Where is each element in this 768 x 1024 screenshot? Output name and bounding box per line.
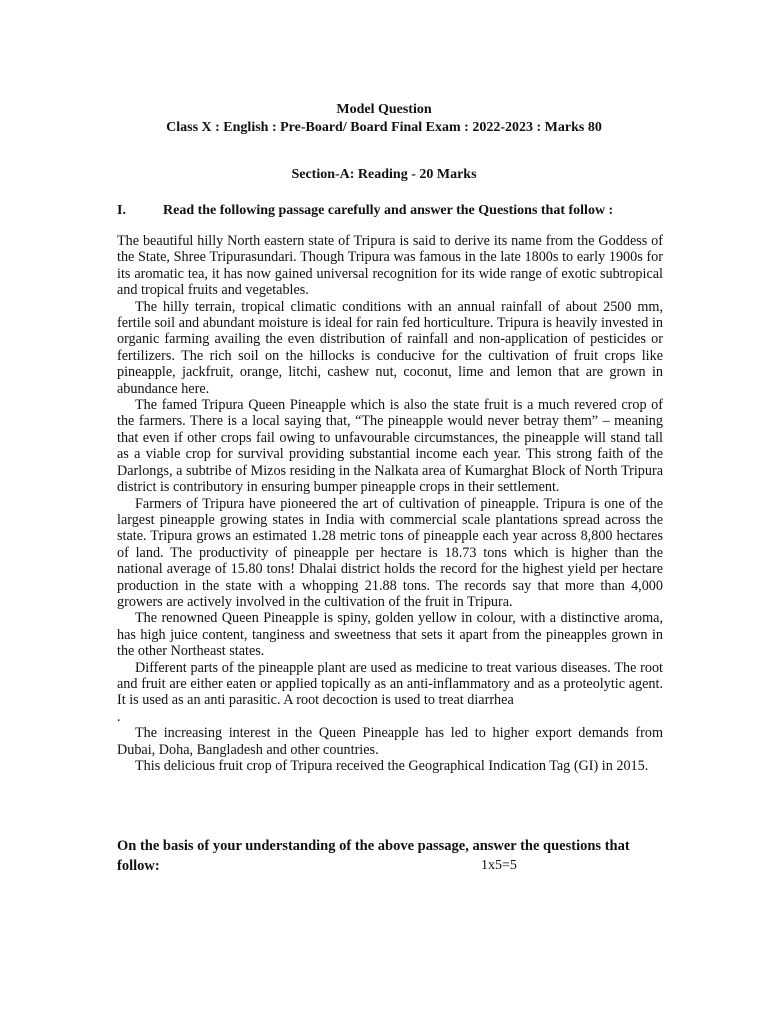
instruction-text: Read the following passage carefully and answer the Questions that follow : (163, 203, 614, 218)
section-heading: Section-A: Reading - 20 Marks (291, 167, 477, 182)
questions-heading: On the basis of your understanding of the above passage, answer the questions that (117, 838, 630, 854)
passage-paragraph-8: This delicious fruit crop of Tripura received the Geographical Indication Tag (GI) in 2015. (135, 758, 649, 774)
reading-passage (117, 233, 663, 774)
passage-paragraph-2: The hilly terrain, tropical climatic conditions with an annual rainfall of about 2500 mm, fertile soil and abundant moisture is ideal for rain fed horticulture. Tripura is heavily invested in organic farming availing the even distribution of rainfall and non-application of pesticides or fertilizers. The rich soil on the hillocks is conducive for the cultivation of fruit crops like pineapple, jackfruit, orange, litchi, cashew nut, coconut, lime and lemon that are grown in abundance here. (117, 298, 663, 397)
questions-heading-continued: follow: (117, 858, 160, 874)
document-title: Model Question (336, 102, 432, 117)
passage-stray-period: . (117, 708, 121, 725)
instruction-number: I. (117, 203, 126, 218)
marks-allocation: 1x5=5 (481, 858, 517, 873)
document-subtitle: Class X : English : Pre-Board/ Board Final Exam : 2022-2023 : Marks 80 (166, 120, 602, 135)
passage-paragraph-5: The renowned Queen Pineapple is spiny, golden yellow in colour, with a distinctive aroma, has high juice content, tanginess and sweetness that sets it apart from the pineapples grown in the other Northeast states. (117, 610, 663, 660)
passage-paragraph-6: Different parts of the pineapple plant are used as medicine to treat various diseases. The root and fruit are either eaten or applied topically as an anti-inflammatory and as a proteolytic agent. It is used as an anti parasitic. A root decoction is used to treat diarrhea (117, 659, 663, 709)
passage-paragraph-7: The increasing interest in the Queen Pineapple has led to higher export demands from Dubai, Doha, Bangladesh and other countries. (117, 725, 663, 758)
passage-paragraph-1: The beautiful hilly North eastern state of Tripura is said to derive its name from the Goddess of the State, Shree Tripurasundari. Though Tripura was famous in the late 1800s to early 1900s for its aromatic tea, it has now gained universal recognition for its wide range of exotic subtropical and tropical fruits and vegetables. (117, 233, 663, 299)
passage-paragraph-3: The famed Tripura Queen Pineapple which is also the state fruit is a much revered crop of the farmers. There is a local saying that, “The pineapple would never betray them” – meaning that even if other crops fail owing to unfavourable circumstances, the pineapple will stand tall as a viable crop for survival providing substantial income each year. This strong faith of the Darlongs, a subtribe of Mizos residing in the Nalkata area of Kumarghat Block of North Tripura district is contributory in ensuring bumper pineapple crops in their settlement. (117, 397, 663, 496)
instruction (117, 202, 677, 220)
passage-paragraph-4: Farmers of Tripura have pioneered the art of cultivation of pineapple. Tripura is one of the largest pineapple growing states in India with commercial scale plantations spread across the state. Tripura grows an estimated 1.28 metric tons of pineapple each year across 8,800 hectares of land. The productivity of pineapple per hectare is 18.73 tons which is higher than the national average of 15.80 tons! Dhalai district holds the record for the highest yield per hectare production in the state with a whopping 21.88 tons. The records say that more than 4,000 growers are actively involved in the cultivation of the fruit in Tripura. (117, 495, 663, 610)
